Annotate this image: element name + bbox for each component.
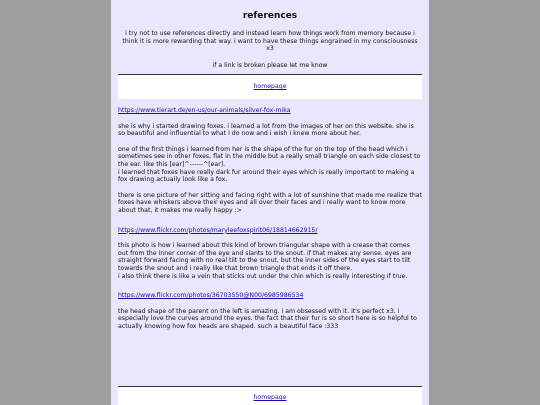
reference-paragraph: this photo is how i learned about this kind of brown triangular shape with a crease that comes out from the inner corner of the eye and slants to the snout. if that makes any sense. eyes are straight forward facing with no real tilt to the snout, but the inner sides of the eyes start to tilt towards the snout and i really like that brown triangle that ends it off there. i also think there is like a vein that sticks out under the chin which is really interesting if true. (118, 242, 412, 280)
reference-link[interactable]: https://www.flickr.com/photos/maryleefoxspirit06/18814662915/ (118, 226, 318, 234)
page-title: references (242, 11, 298, 21)
reference-link[interactable]: https://www.tierart.de/en-us/our-animals/silver-fox-mika (118, 107, 291, 114)
reference-link[interactable]: https://www.flickr.com/photos/36703550@N00/6985986534 (118, 292, 304, 300)
reference-paragraph: one of the first things i learned from her is the shape of the fur on the top of the head which i sometimes see in other foxes, flat in the middle but a really small triangle on each side closest to the ear. like this [ear]^------^[ear]. i learned that foxes have really dark fur around their eyes which is really important to making a fox drawing actually look like a fox. (118, 145, 421, 184)
reference-3 (118, 292, 422, 330)
homepage-link-bottom[interactable]: homepage (253, 394, 287, 401)
references-content (118, 107, 422, 338)
homepage-link-top[interactable]: homepage (253, 83, 287, 90)
reference-paragraph: she is why i started drawing foxes. i learned a lot from the images of her on this website. she is so beautiful and influential to what i do now and i wish i knew more about her. (118, 122, 414, 138)
reference-2 (118, 227, 422, 281)
homepage-box-top (118, 75, 422, 99)
reference-1 (118, 107, 422, 215)
broken-link-note: if a link is broken please let me know (212, 62, 328, 69)
reference-paragraph: there is one picture of her sitting and facing right with a lot of sunshine that made me realize that foxes have whiskers above their eyes and all over their faces and i really want to know more about that, it makes me really happy :> (118, 191, 423, 214)
intro-text: i try not to use references directly and instead learn how things work from memory because i think it is more rewarding that way. i want to have these things engrained in my consciousness x3 (122, 30, 418, 53)
reference-paragraph: the head shape of the parent on the left is amazing. i am obsessed with it. it's perfect x3. i especially love the curves around the eyes. the fact that their fur is so short here is so helpful to actually knowing how fox heads are shaped. such a beautiful face :333 (118, 307, 417, 330)
page-container (111, 0, 429, 405)
homepage-box-bottom (118, 387, 422, 405)
